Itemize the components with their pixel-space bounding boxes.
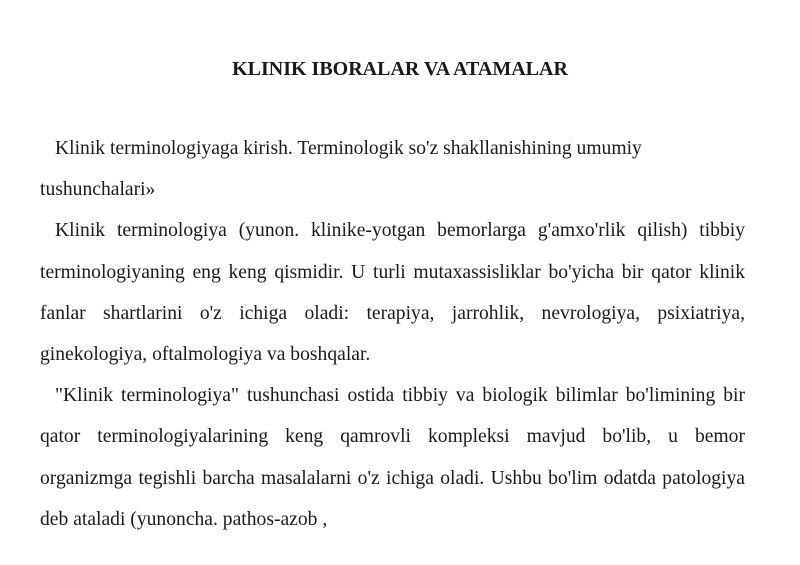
document-body xyxy=(40,128,745,540)
paragraph-intro: Klinik terminologiyaga kirish. Terminologik so'z shakllanishining umumiy tushunchalari» xyxy=(40,138,642,201)
document-title: KLINIK IBORALAR VA ATAMALAR xyxy=(232,58,568,80)
paragraph-definition: Klinik terminologiya (yunon. klinike-yotgan bemorlarga g'amxo'rlik qilish) tibbiy terminologiyaning eng keng qismidir. U turli mutaxassisliklar bo'yicha bir qator klinik fanlar shartlarini o'z ichiga oladi: terapiya, jarrohlik, nevrologiya, psixiatriya, ginekologiya, oftalmologiya va boshqalar. xyxy=(40,220,745,366)
paragraph-concept: "Klinik terminologiya" tushunchasi ostida tibbiy va biologik bilimlar bo'limining bir qator terminologiyalarining keng qamrovli kompleksi mavjud bo'lib, u bemor organizmga tegishli barcha masalalarni o'z ichiga oladi. Ushbu bo'lim odatda patologiya deb ataladi (yunoncha. pathos-azob , xyxy=(40,385,745,530)
